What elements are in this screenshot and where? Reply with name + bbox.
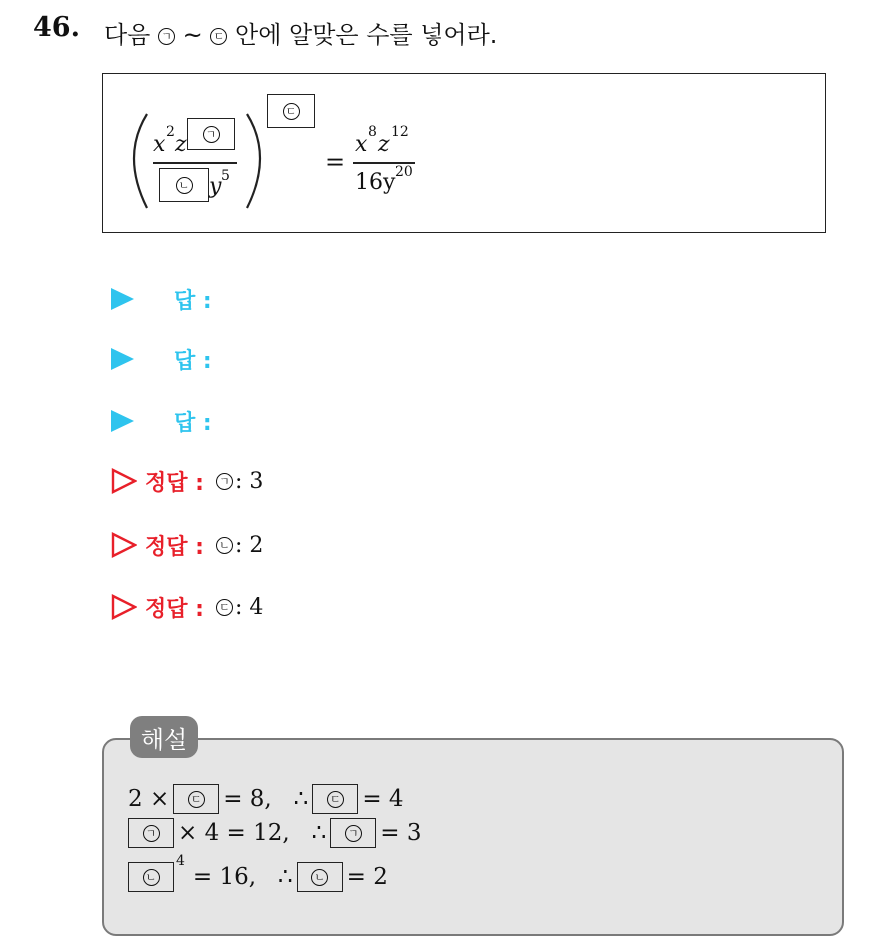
blank-giyeok: [128, 818, 174, 848]
correct-answer-value: [216, 595, 263, 620]
question-tilde: ~: [182, 21, 203, 49]
play-triangle-icon: [111, 288, 134, 310]
blank-digeut: [312, 784, 358, 814]
sol3-sup: 4: [176, 853, 185, 869]
blank-nieun: [159, 168, 209, 202]
eq-y: y: [209, 174, 222, 199]
answer-label: 답 :: [174, 288, 212, 314]
rhs-sup20: 20: [395, 164, 413, 180]
eq-sup2: 2: [166, 124, 175, 140]
rhs-denominator: 16y: [355, 170, 396, 195]
answer-row-3: [111, 406, 212, 436]
lhs-fraction-line: [153, 162, 237, 164]
eq-x: x: [153, 132, 166, 157]
equation-box: [102, 73, 826, 233]
answer-label: 답 :: [174, 410, 212, 436]
mark-giyeok: ㄱ: [345, 825, 362, 842]
mark-digeut: ㄷ: [216, 599, 233, 616]
mark-digeut: ㄷ: [327, 791, 344, 808]
solution-line-3: [128, 853, 388, 894]
rhs-sup8: 8: [368, 124, 377, 140]
mark-giyeok: ㄱ: [158, 28, 175, 45]
blank-nieun: [128, 862, 174, 892]
mark-digeut: ㄷ: [283, 103, 300, 120]
rhs-z: z: [378, 132, 390, 157]
mark-giyeok: ㄱ: [143, 825, 160, 842]
outline-triangle-icon: [111, 468, 137, 494]
correct-answer-label: 정답 :: [145, 596, 204, 622]
eq-sup5: 5: [221, 168, 230, 184]
right-paren: [247, 114, 260, 208]
blank-digeut: [173, 784, 219, 814]
mark-giyeok: ㄱ: [216, 473, 233, 490]
answer-label: 답 :: [174, 348, 212, 374]
question-text-before: 다음: [104, 21, 151, 49]
mark-nieun: ㄴ: [143, 869, 160, 886]
play-triangle-icon: [111, 348, 134, 370]
solution-tab: 해설: [130, 716, 198, 758]
outline-triangle-icon: [111, 594, 137, 620]
answer-row-2: [111, 344, 212, 374]
answer-value-text: : 3: [234, 468, 264, 494]
correct-answer-row-2: [111, 530, 263, 560]
question-text: [104, 15, 497, 50]
correct-answer-value: [216, 469, 263, 494]
blank-giyeok: [330, 818, 376, 848]
mark-digeut: ㄷ: [210, 28, 227, 45]
question-number: 46.: [33, 12, 80, 43]
eq-equals: =: [325, 148, 346, 176]
sol3-b: = 16, ∴: [192, 864, 293, 890]
eq-z: z: [175, 132, 187, 157]
answer-value-text: : 2: [234, 532, 264, 558]
mark-nieun: ㄴ: [311, 869, 328, 886]
sol2-c: = 3: [380, 820, 422, 846]
equation-parens: [103, 74, 827, 234]
answer-row-1: [111, 284, 212, 314]
outline-triangle-icon: [111, 532, 137, 558]
sol1-a: 2 ×: [128, 786, 170, 812]
blank-digeut: [267, 94, 315, 128]
correct-answer-value: [216, 533, 263, 558]
question-text-after: 안에 알맞은 수를 넣어라.: [235, 21, 498, 49]
solution-line-2: [128, 816, 421, 850]
sol2-b: × 4 = 12, ∴: [178, 820, 327, 846]
sol3-c: = 2: [346, 864, 388, 890]
correct-answer-row-3: [111, 592, 263, 622]
left-paren: [134, 114, 147, 208]
rhs-x: x: [355, 132, 368, 157]
correct-answer-row-1: [111, 466, 263, 496]
mark-nieun: ㄴ: [176, 177, 193, 194]
mark-nieun: ㄴ: [216, 537, 233, 554]
correct-answer-label: 정답 :: [145, 470, 204, 496]
sol1-c: = 4: [362, 786, 404, 812]
correct-answer-label: 정답 :: [145, 534, 204, 560]
mark-giyeok: ㄱ: [203, 126, 220, 143]
rhs-sup12: 12: [391, 124, 409, 140]
sol1-b: = 8, ∴: [223, 786, 309, 812]
play-triangle-icon: [111, 410, 134, 432]
solution-line-1: [128, 782, 404, 816]
mark-digeut: ㄷ: [188, 791, 205, 808]
answer-value-text: : 4: [234, 594, 264, 620]
blank-giyeok: [187, 118, 235, 150]
blank-nieun: [297, 862, 343, 892]
